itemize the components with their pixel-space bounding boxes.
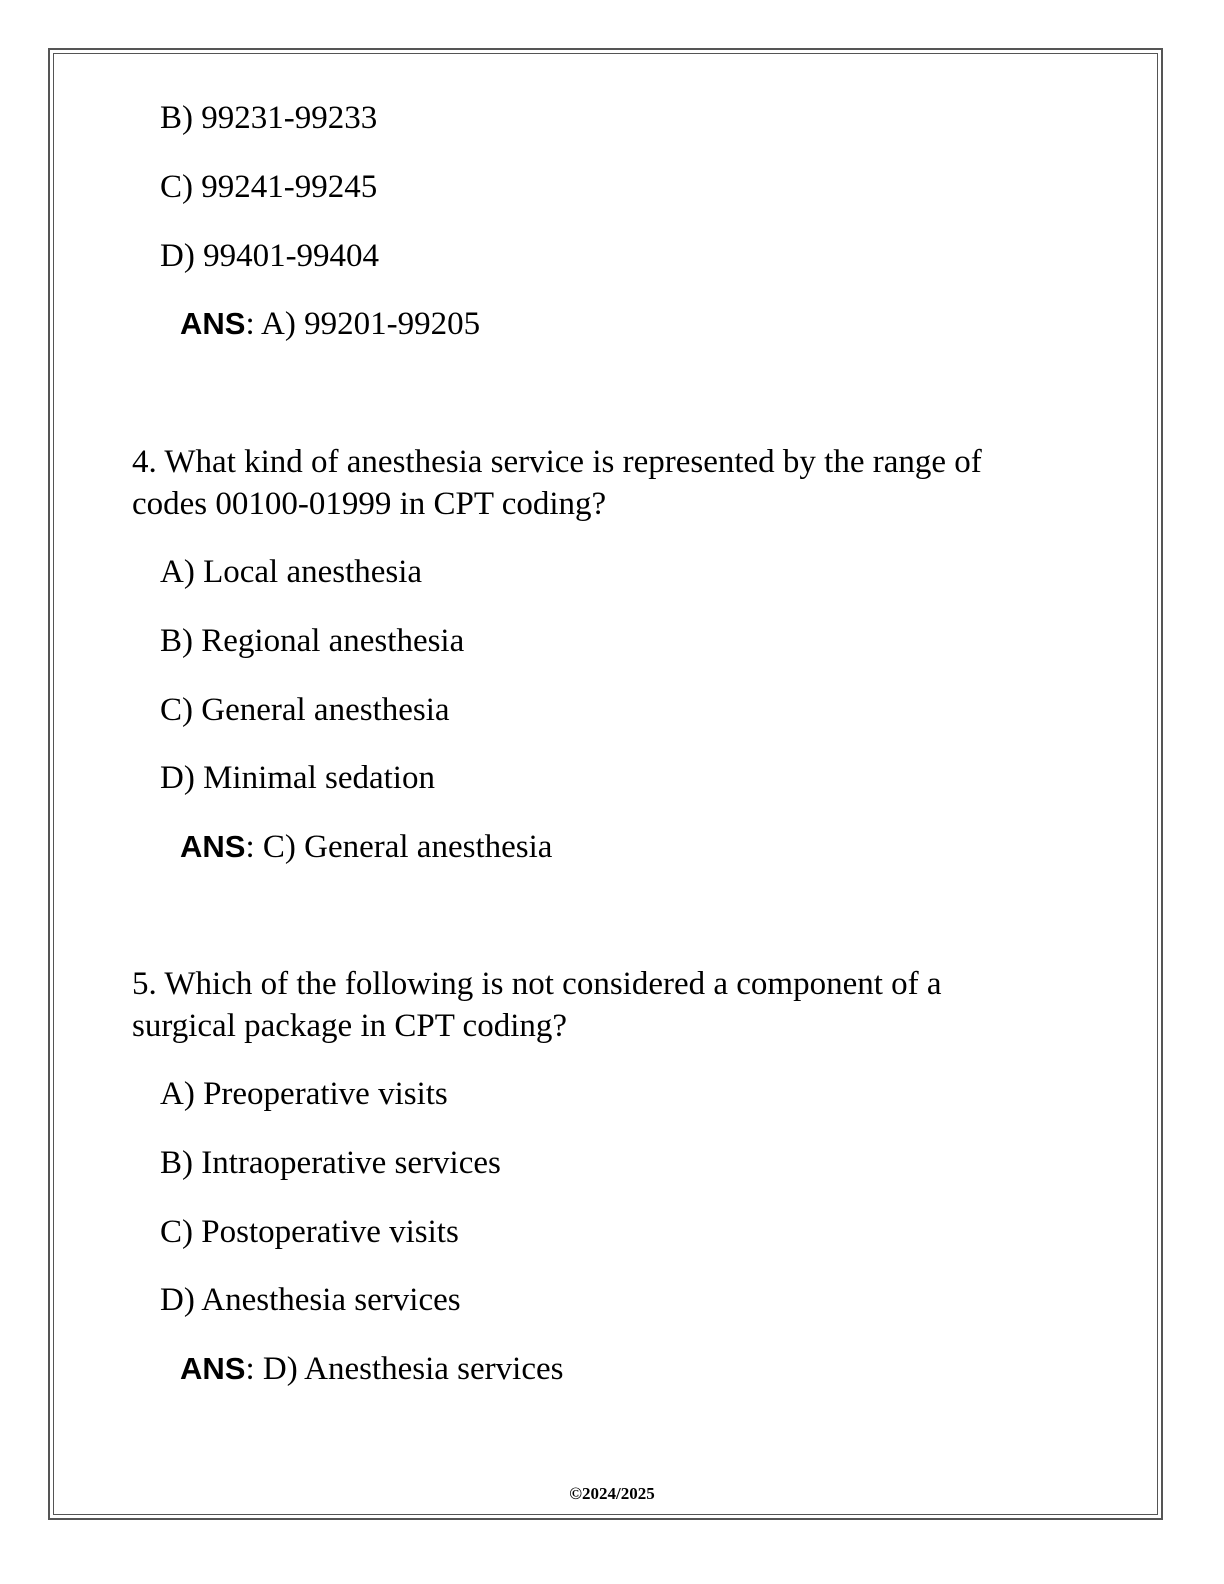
q3-option-c: C) 99241-99245 — [160, 169, 378, 205]
copyright-footer: ©2024/2025 — [569, 1484, 655, 1503]
q5-option-d: D) Anesthesia services — [160, 1282, 461, 1318]
q3-answer-text: : A) 99201-99205 — [245, 306, 481, 342]
q5-question-line2: surgical package in CPT coding? — [132, 1008, 568, 1044]
q5-answer-label: ANS — [180, 1351, 246, 1386]
q5-option-b: B) Intraoperative services — [160, 1145, 501, 1181]
q5-option-a: A) Preoperative visits — [160, 1076, 448, 1112]
q5-answer-text: : D) Anesthesia services — [245, 1351, 564, 1387]
q4-option-b: B) Regional anesthesia — [160, 623, 465, 659]
q5-answer — [180, 1348, 563, 1390]
q5-question-line1: 5. Which of the following is not considered a component of a — [132, 966, 942, 1002]
q3-option-b: B) 99231-99233 — [160, 100, 378, 136]
q4-question-line1: 4. What kind of anesthesia service is represented by the range of — [132, 444, 982, 480]
q3-answer-label: ANS — [180, 306, 246, 341]
q4-option-d: D) Minimal sedation — [160, 760, 435, 796]
q3-option-d: D) 99401-99404 — [160, 238, 380, 274]
q4-option-c: C) General anesthesia — [160, 692, 450, 728]
q4-question-line2: codes 00100-01999 in CPT coding? — [132, 486, 607, 522]
q5-option-c: C) Postoperative visits — [160, 1214, 459, 1250]
q4-option-a: A) Local anesthesia — [160, 554, 423, 590]
q4-answer-text: : C) General anesthesia — [245, 829, 553, 865]
q4-answer — [180, 826, 552, 868]
q3-answer — [180, 303, 480, 345]
q4-answer-label: ANS — [180, 829, 246, 864]
